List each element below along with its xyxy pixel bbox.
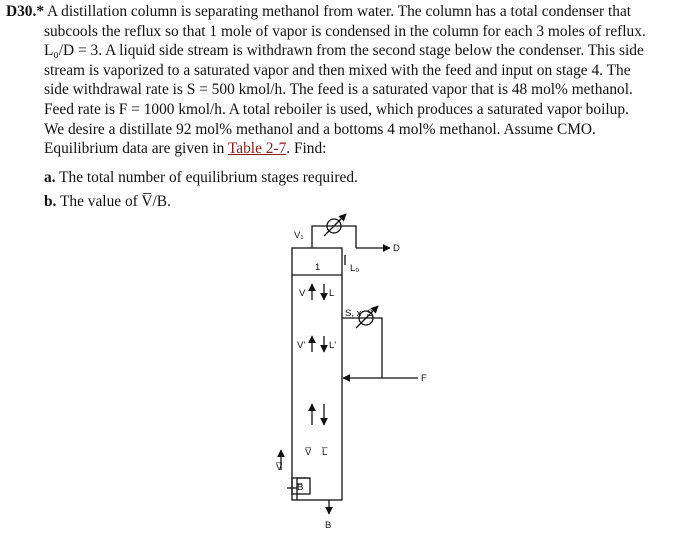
problem-id: D30.* [6,3,45,20]
label-lbar-inner: L̅ [322,447,328,458]
label-vbar-inner: V̅ [305,447,312,458]
problem-statement [6,2,696,159]
label-vbar-outer: V̅ [276,462,283,473]
label-reboiler: B [297,482,304,493]
problem-line-8: Equilibrium data are given in Table 2-7. Find: [44,140,327,158]
part-b: b. The value of V̅/B. [44,193,171,210]
side-stream-line [342,318,382,378]
problem-line-1: D30.* A distillation column is separating methanol from water. The column has a total condenser that [6,3,632,20]
part-a: a. The total number of equilibrium stages required. [44,169,358,186]
question-parts [44,166,358,214]
problem-line-7: We desire a distillate 92 mol% methanol and a bottoms 4 mol% methanol. Assume CMO. [44,120,596,138]
column-diagram [262,208,462,533]
label-v-prime: V' [297,340,306,351]
label-v1: V₁ [294,230,304,241]
condenser-loop [312,226,356,248]
problem-line-6: Feed rate is F = 1000 kmol/h. A total reboiler is used, which produces a saturated vapor boilup. [44,100,629,118]
table-link[interactable]: Table 2-7 [227,140,287,158]
label-l-prime: L' [329,340,337,351]
label-stage-1: 1 [315,262,321,273]
label-v: V [299,288,306,299]
label-side-stream: S, x_S [345,308,373,319]
problem-line-4: stream is vaporized to a saturated vapor and then mixed with the feed and input on stage 4. The [44,61,631,79]
problem-line-3: L₀/D = 3. A liquid side stream is withdrawn from the second stage below the condenser. This side [44,42,644,60]
label-d: D [393,243,400,254]
problem-line-2: subcools the reflux so that 1 mole of vapor is condensed in the column for each 3 moles of reflux. [44,22,646,40]
label-bottoms: B [325,520,332,531]
label-f: F [421,373,427,384]
label-l0: L₀ [350,263,360,274]
column-shell [292,248,342,500]
label-l: L [329,288,335,299]
problem-line-5: side withdrawal rate is S = 500 kmol/h. The feed is a saturated vapor that is 48 mol% methanol. [44,81,633,99]
